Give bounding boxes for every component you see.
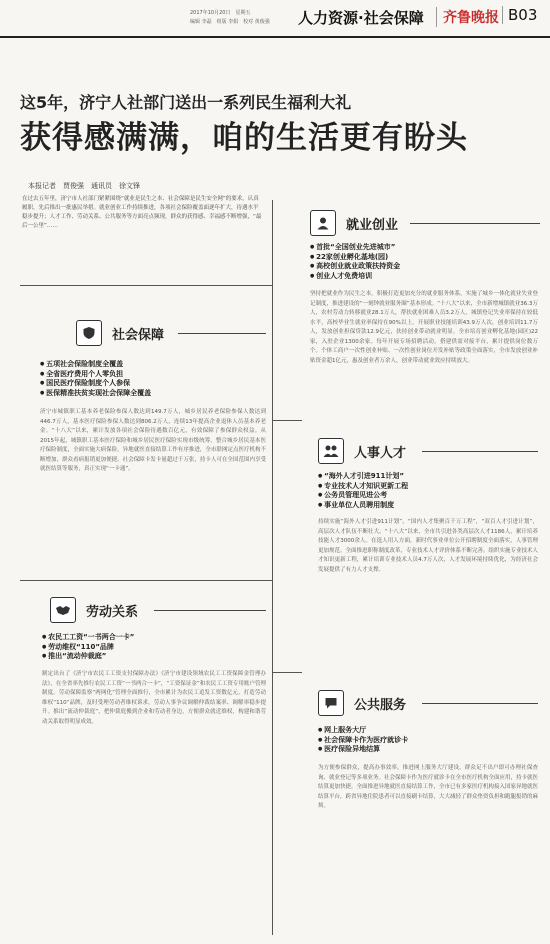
list-item: ● 国民医疗保险制度个人参保 bbox=[40, 379, 151, 389]
section-title: 人力资源·社会保障 bbox=[298, 9, 424, 27]
list-item: ● 事业单位人员聘用制度 bbox=[318, 501, 408, 511]
list-item: ● 公务员管理见进公考 bbox=[318, 491, 408, 501]
section-talent-header bbox=[318, 438, 538, 464]
section-social-title: 社会保障 bbox=[112, 328, 165, 343]
list-item: ● 22家创业孵化基地(园) bbox=[310, 253, 400, 263]
public-body: 为方便参保群众，提高办事效率，推进网上服务大厅建设，群众足不出户即可办理社保查询、就业登记等多项业务。社会保障卡作为医疗就诊卡在全市医疗机构全面应用，持卡就医结算更加快捷。全面推进异地就医直接结算工作，全市已有多家医疗机构接入国家异地就医结算平台，跨省异地住院患者可以直接刷卡结算，大大减轻了群众垫资负担和跑腿报销的麻烦。 bbox=[318, 765, 538, 809]
employment-body: 坚持把就业作为民生之本，积极打造更加充分的就业服务体系，实施了城乡一体化就业失业登记制度，推进建设的“一刻钟就业服务圈”基本形成。“十八大”以来，全市新增城镇就业36.3万人，农村劳动力转移就业28.1万人，帮扶就业困难人员3.2万人，城镇登记失业率保持在较低水平，高校毕业生就业率保持在90%以上。开展职业技能培训43.9万人次，创业培训11.7万人，发放创业担保贷款12.9亿元，扶持创业带动就业明显。全市培育创业孵化基地(园区)22家，入驻企业1300余家。每年开展专场招聘活动，搭建供需对接平台，累计提供岗位数万个。个体工商户一次性创业补贴、一次性创业岗位开发补贴等政策全面落实，全市发放创业补贴资金超1亿元，惠及创业者万余人，创业带动就业效应持续放大。 bbox=[310, 291, 538, 364]
user-icon bbox=[310, 210, 336, 236]
byline: 本报记者 贾俊强 通讯员 徐文锋 bbox=[28, 182, 140, 190]
list-item: ● 推出“流动仲裁庭” bbox=[42, 652, 134, 662]
section-public-title: 公共服务 bbox=[354, 698, 407, 713]
list-item: ● 创业人才免费培训 bbox=[310, 272, 400, 282]
list-item: ● 社会保障卡作为医疗就诊卡 bbox=[318, 736, 408, 746]
section-employment-title: 就业创业 bbox=[346, 218, 399, 233]
connector-line bbox=[20, 580, 272, 581]
list-item: ● 劳动维权“110”品牌 bbox=[42, 643, 134, 653]
social-body: 济宁市城镇职工基本养老保险参保人数达到149.7万人，城乡居民养老保险参保人数达到446.7万人，基本医疗保险参保人数达到806.2万人，连续13年提高企业退休人员基本养老金。“十八大”以来，累计发放各项社会保险待遇数百亿元，有效保障了参保群众权益。从2015年起，城镇职工基本医疗保险和城乡居民医疗保险实现市级统筹，整合城乡居民基本医疗保险制度，全面实施大病保险。异地就医直接结算工作有序推进，全市联网定点医疗机构不断增加，群众看病报销更加便捷。社会保障卡发卡量超过千万张，持卡人可在全国范围内享受就医结算等服务，真正实现“一卡通”。 bbox=[40, 409, 266, 472]
list-item: ● 农民工工资“一书两合一卡” bbox=[42, 633, 134, 643]
intro-paragraph: 在过去五年里，济宁市人社部门紧紧围绕“就业是民生之本、社会保障是民生安全网”的要求，认真履职，先后推出一批惠民举措。就业创业工作持续推进，各项社会保险覆盖面逐年扩大，待遇水平稳步提升；人才工作、劳动关系、公共服务等方面亮点频现，群众的获得感、幸福感不断增强，“最后一公里”…… bbox=[22, 196, 262, 229]
shield-icon bbox=[76, 320, 102, 346]
list-item: ● “海外人才引进911计划” bbox=[318, 472, 408, 482]
section-labor-header bbox=[50, 597, 266, 623]
masthead bbox=[0, 0, 550, 38]
chat-icon bbox=[318, 690, 344, 716]
list-item: ● 医疗保险异地结算 bbox=[318, 745, 408, 755]
column-divider bbox=[272, 200, 273, 935]
editorial-staff: 编辑 李磊 组版 李娟 校对 黄俊强 bbox=[190, 19, 270, 25]
labor-body: 制定出台了《济宁市农民工工资支付保障办法》《济宁市建设领域农民工工资保障金管理办法》，在全省率先推行农民工工资“一书两合一卡”，“工资保证金”和农民工工资专用账户管理制度。劳动保障监察“两网化”管理全面推行，全市累计为农民工追发工资数亿元。打造劳动维权“110”品牌，及时受理劳动者维权诉求，劳动人事争议调解仲裁结案率、调解率稳步提升。推出“流动仲裁庭”，把仲裁庭搬到企业和劳动者身边，方便群众就近维权，构建和谐劳动关系取得明显成效。 bbox=[42, 671, 266, 725]
connector-line bbox=[272, 420, 302, 421]
list-item: ● 全省医疗费用个人零负担 bbox=[40, 370, 151, 380]
section-labor-title: 劳动关系 bbox=[86, 605, 139, 620]
subheadline: 这5年，济宁人社部门送出一系列民生福利大礼 bbox=[20, 93, 352, 112]
talent-highlights bbox=[318, 472, 408, 510]
main-headline: 获得感满满，咱的生活更有盼头 bbox=[20, 120, 468, 156]
section-social-header bbox=[76, 320, 266, 346]
page-number: B03 bbox=[502, 6, 537, 24]
handshake-icon bbox=[50, 597, 76, 623]
section-talent-title: 人事人才 bbox=[354, 446, 407, 461]
list-item: ● 网上服务大厅 bbox=[318, 726, 408, 736]
list-item: ● 医保精准扶贫实现社会保障全覆盖 bbox=[40, 389, 151, 399]
issue-date: 2017年10月20日 星期五 bbox=[190, 10, 251, 16]
talent-body: 持续实施“海外人才引进911计划”，“国内人才集聚百千万工程”，“双百人才引进计划”，高层次人才队伍不断壮大。“十八大”以来，全市共引进各类高层次人才1186人，累计培养技能人才3000余人。在选人用人方面，新时代事业单位公开招聘制度全面落实，人事管理更加规范。全面推进职称制度改革，专业技术人才评价体系不断完善。组织实施专业技术人才知识更新工程，累计培训专业技术人员4.7万人次，人才发展环境持续优化，为经济社会发展提供了有力人才支撑。 bbox=[318, 519, 538, 573]
social-highlights bbox=[40, 360, 151, 398]
section-employment-header bbox=[310, 210, 540, 236]
list-item: ● 专业技术人才知识更新工程 bbox=[318, 482, 408, 492]
connector-line bbox=[20, 285, 272, 286]
people-icon bbox=[318, 438, 344, 464]
employment-highlights bbox=[310, 243, 400, 281]
list-item: ● 高校创业就业政策扶持资金 bbox=[310, 262, 400, 272]
list-item: ● 五项社会保险制度全覆盖 bbox=[40, 360, 151, 370]
connector-line bbox=[272, 672, 302, 673]
list-item: ● 首批“全国创业先进城市” bbox=[310, 243, 400, 253]
section-public-header bbox=[318, 690, 538, 716]
labor-highlights bbox=[42, 633, 134, 662]
newspaper-logo: 齐鲁晚报 bbox=[436, 7, 499, 27]
public-highlights bbox=[318, 726, 408, 755]
